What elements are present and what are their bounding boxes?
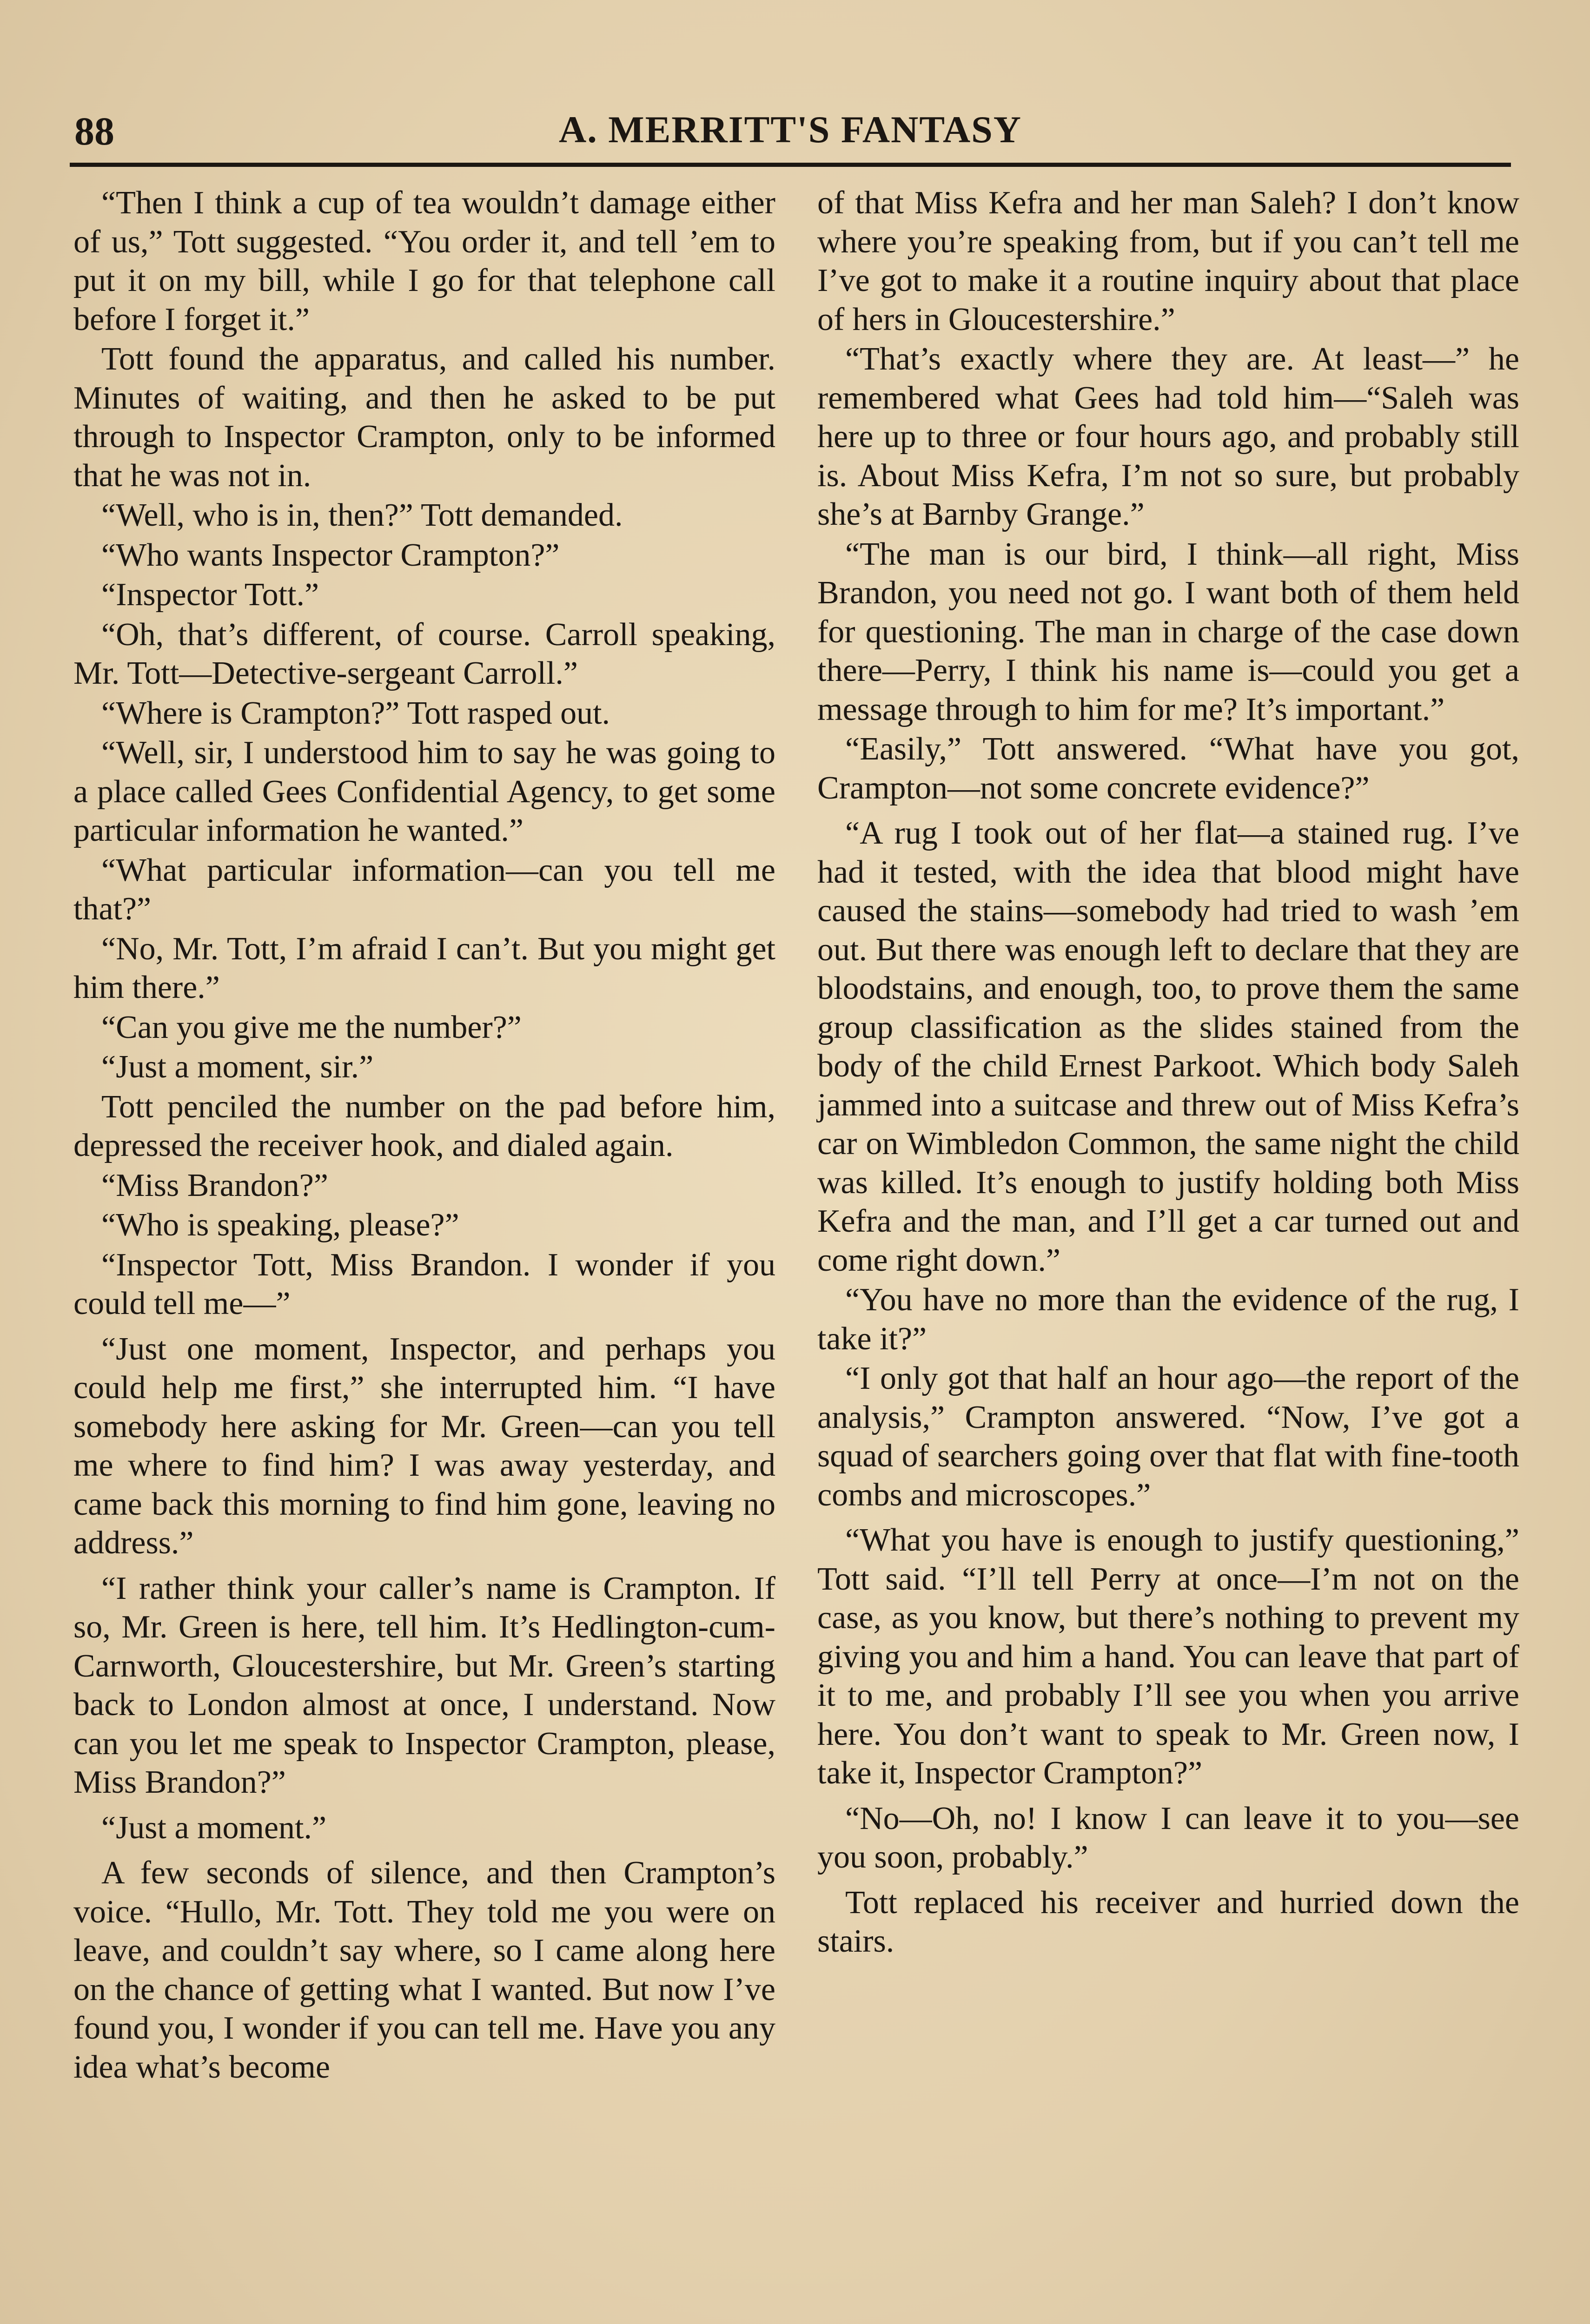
page-number: 88 — [74, 109, 114, 153]
paragraph: Tott found the apparatus, and called his number. Minutes of waiting, and then he asked to be put through to Inspector Crampton, only to be informed that he was not in. — [73, 341, 775, 494]
paragraph: “Then I think a cup of tea wouldn’t damage either of us,” Tott suggested. “You order it, and tell ’em to put it on my bill, while I go for that telephone call before I forget it.” — [73, 185, 775, 337]
paragraph: “You have no more than the evidence of the rug, I take it?” — [817, 1282, 1519, 1357]
paragraph: “Inspector Tott.” — [101, 577, 319, 613]
paragraph: “Well, who is in, then?” Tott demanded. — [101, 497, 623, 533]
paragraph: “Where is Crampton?” Tott rasped out. — [101, 695, 610, 731]
paragraph: “Well, sir, I understood him to say he was going to a place called Gees Confidential Agency, to get some particular information he wanted.” — [73, 735, 775, 848]
paragraph: “Easily,” Tott answered. “What have you got, Crampton—not some concrete evidence?” — [817, 731, 1519, 806]
right-column — [817, 184, 1519, 1962]
paragraph: “I only got that half an hour ago—the report of the analysis,” Crampton answered. “Now, I’ve got a squad of searchers going over that flat with fine-tooth combs and microscopes.” — [817, 1360, 1519, 1513]
paragraph: “Just a moment, sir.” — [101, 1049, 374, 1085]
paragraph: “The man is our bird, I think—all right, Miss Brandon, you need not go. I want both of them held for questioning. The man in charge of the case down there—Perry, I think his name is—could you get a message through to him for me? It’s important.” — [817, 536, 1519, 727]
header-rule — [70, 163, 1511, 167]
paragraph: “What particular information—can you tell me that?” — [73, 852, 775, 927]
paragraph: Tott replaced his receiver and hurried down the stairs. — [817, 1884, 1519, 1959]
paragraph: of that Miss Kefra and her man Saleh? I don’t know where you’re speaking from, but if you can’t tell me I’ve got to make it a routine inquiry about that place of hers in Gloucestershire.” — [817, 185, 1519, 337]
paragraph: “Can you give me the number?” — [101, 1009, 522, 1045]
running-head: A. MERRITT'S FANTASY — [558, 108, 1022, 151]
paragraph: “What you have is enough to justify questioning,” Tott said. “I’ll tell Perry at once—I’m not on the case, as you know, but there’s nothing to prevent my giving you and him a hand. You can leave that part of it to me, and probably I’ll see you when you arrive here. You don’t want to speak to Mr. Green now, I take it, Inspector Crampton?” — [817, 1522, 1519, 1791]
paragraph: “Miss Brandon?” — [101, 1167, 328, 1203]
page-header — [70, 108, 1511, 164]
paragraph: “I rather think your caller’s name is Crampton. If so, Mr. Green is here, tell him. It’s Hedlington-cum-Carnworth, Gloucestershire, but Mr. Green’s starting back to London almost at once, I understand. Now can you let me speak to Inspector Crampton, please, Miss Brandon?” — [73, 1570, 775, 1800]
paragraph: “Who wants Inspector Crampton?” — [101, 537, 560, 573]
paragraph: “Who is speaking, please?” — [101, 1207, 459, 1243]
paragraph: “Just a moment.” — [101, 1809, 327, 1846]
left-column — [73, 184, 775, 2087]
paragraph: “No—Oh, no! I know I can leave it to you—see you soon, probably.” — [817, 1800, 1519, 1875]
paragraph: “That’s exactly where they are. At least—” he remembered what Gees had told him—“Saleh was here up to three or four hours ago, and probably still is. About Miss Kefra, I’m not so sure, but probably she’s at Barnby Grange.” — [817, 341, 1519, 532]
paragraph: “A rug I took out of her flat—a stained rug. I’ve had it tested, with the idea that blood might have caused the stains—somebody had tried to wash ’em out. But there was enough left to declare that they are bloodstains, and enough, too, to prove them the same group classification as the slides stained from the body of the child Ernest Parkoot. Which body Saleh jammed into a suitcase and threw out of Miss Kefra’s car on Wimbledon Common, the same night the child was killed. It’s enough to justify holding both Miss Kefra and the man, and I’ll get a car turned out and come right down.” — [817, 815, 1519, 1278]
paragraph: “Just one moment, Inspector, and perhaps you could help me first,” she interrupted him. “I have somebody here asking for Mr. Green—can you tell me where to find him? I was away yesterday, and came back this morning to find him gone, leaving no address.” — [73, 1331, 775, 1561]
paragraph: “Inspector Tott, Miss Brandon. I wonder if you could tell me—” — [73, 1247, 775, 1321]
paragraph: “No, Mr. Tott, I’m afraid I can’t. But you might get him there.” — [73, 931, 775, 1005]
paragraph: A few seconds of silence, and then Crampton’s voice. “Hullo, Mr. Tott. They told me you were on leave, and couldn’t say where, so I came along here on the chance of getting what I wanted. But now I’ve found you, I wonder if you can tell me. Have you any idea what’s become — [73, 1855, 775, 2085]
paragraph: Tott penciled the number on the pad before him, depressed the receiver hook, and dialed again. — [73, 1089, 775, 1163]
paragraph: “Oh, that’s different, of course. Carroll speaking, Mr. Tott—Detective-sergeant Carroll.” — [73, 616, 775, 691]
